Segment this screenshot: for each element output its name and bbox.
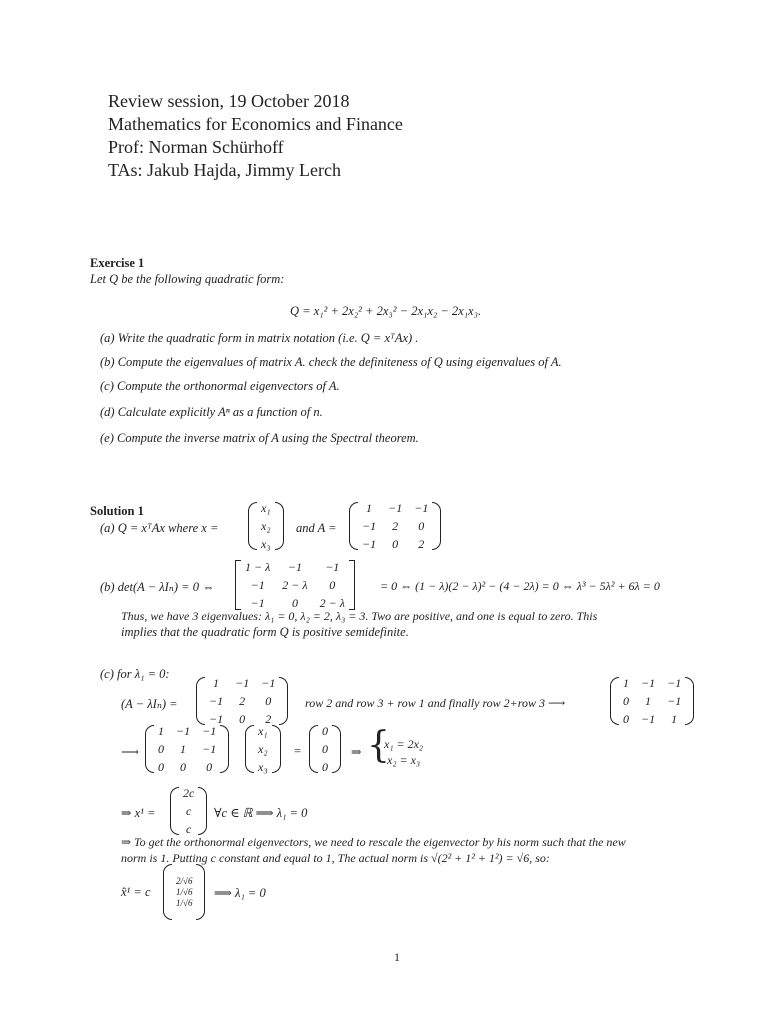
header-line-2: Mathematics for Economics and Finance [108, 114, 403, 134]
header-line-1: Review session, 19 October 2018 [108, 91, 350, 111]
curly-brace: { [367, 725, 390, 766]
exercise-item-e: (e) Compute the inverse matrix of A using the Spectral theorem. [100, 431, 419, 445]
solution-b-suffix: = 0 ⇔ (1 − λ)(2 − λ)² − (4 − 2λ) = 0 ⇔ λ³ − 5λ² + 6λ = 0 [380, 579, 660, 593]
solution-a-prefix: (a) Q = xᵀAx where x = [100, 521, 219, 535]
exercise-item-a: (a) Write the quadratic form in matrix notation (i.e. Q = xᵀAx) . [100, 331, 419, 345]
exercise-item-d: (d) Calculate explicitly Aⁿ as a function of n. [100, 405, 323, 419]
system-eq-2: x₂ = x₃ [387, 753, 421, 767]
exercise-intro: Let Q be the following quadratic form: [90, 272, 285, 286]
zero-vector: 0 0 0 [309, 725, 341, 773]
exercise-formula: Q = x₁² + 2x₂² + 2x₃² − 2x₁x₂ − 2x₁x₃. [290, 304, 482, 318]
matrix-c-1: 1 −1 −1 −1 2 0 −1 0 2 [196, 677, 288, 725]
matrix-c-3: 1 −1 −1 0 1 −1 0 0 0 [145, 725, 229, 773]
matrix-A-minus-lambda: 1 − λ −1 −1 −1 2 − λ 0 −1 0 2 − λ [235, 560, 355, 610]
implies-symbol: ⇒ [351, 745, 362, 759]
eigenvector-x1: 2c c c [170, 787, 207, 835]
normalized-suffix: ⟹ λ₁ = 0 [214, 886, 266, 900]
x-vector-c: x₁ x₂ x₃ [245, 725, 281, 773]
solution-b-text-2: implies that the quadratic form Q is positive semidefinite. [121, 625, 409, 639]
exercise-title: Exercise 1 [90, 256, 145, 270]
solution-c-head: (c) for λ₁ = 0: [100, 667, 170, 681]
norm-text-2: norm is 1. Putting c constant and equal to 1, The actual norm is √(2² + 1² + 1²) = √6, so: [121, 851, 550, 865]
solution-title: Solution 1 [90, 504, 144, 518]
solution-c-lhs: (A − λIₙ) = [121, 697, 178, 711]
header-line-3: Prof: Norman Schürhoff [108, 137, 284, 157]
normalized-eigenvector: 2/√6 1/√6 1/√6 [163, 864, 205, 920]
row-operations-text: row 2 and row 3 + row 1 and finally row 2+row 3 ⟶ [305, 696, 566, 710]
equals-sign: = [294, 744, 302, 758]
solution-b-prefix: (b) det(A − λIₙ) = 0 ⇔ [100, 580, 215, 594]
matrix-c-2: 1 −1 −1 0 1 −1 0 −1 1 [610, 677, 694, 725]
solution-a-mid: and A = [296, 521, 337, 535]
x-vector: x₁ x₂ x₃ [248, 502, 284, 550]
norm-text-1: ⇒ To get the orthonormal eigenvectors, we need to rescale the eigenvector by his norm such that the new [121, 835, 626, 849]
normalized-prefix: x̂¹ = c [121, 885, 151, 899]
eigenvector-prefix: ⇒ x¹ = [121, 806, 156, 820]
exercise-item-c: (c) Compute the orthonormal eigenvectors of A. [100, 379, 340, 393]
exercise-item-b: (b) Compute the eigenvalues of matrix A. check the definiteness of Q using eigenvalues of A. [100, 355, 562, 369]
page-number: 1 [394, 950, 400, 964]
long-arrow: ⟶ [121, 745, 139, 759]
matrix-A: 1 −1 −1 −1 2 0 −1 0 2 [349, 502, 441, 550]
eigenvector-suffix: ∀c ∈ ℝ ⟹ λ₁ = 0 [214, 806, 308, 820]
system-eq-1: x₁ = 2x₂ [384, 737, 424, 751]
header-line-4: TAs: Jakub Hajda, Jimmy Lerch [108, 160, 342, 180]
solution-b-text-1: Thus, we have 3 eigenvalues: λ₁ = 0, λ₂ = 2, λ₃ = 3. Two are positive, and one is equal to zero. This [121, 609, 598, 623]
